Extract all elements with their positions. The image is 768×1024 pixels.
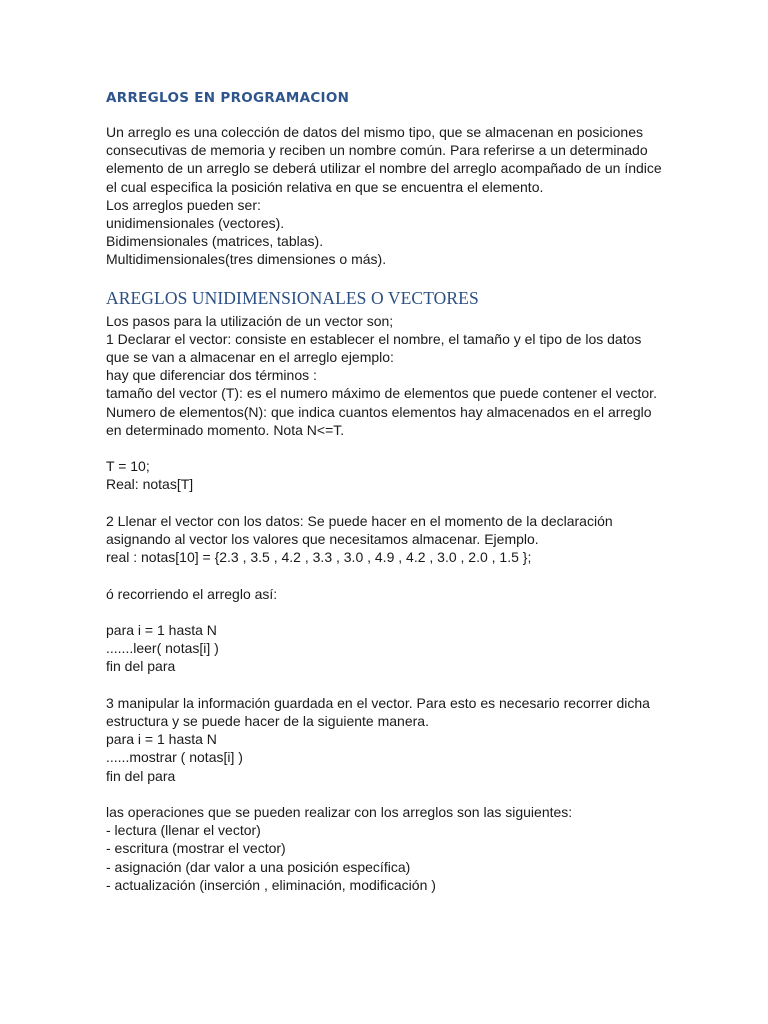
declaration-code (106, 457, 696, 493)
code-line: T = 10; (106, 458, 150, 475)
text-line: Numero de elementos(N): que indica cuantos elementos hay almacenados en el arreglo (106, 403, 652, 420)
text-line: ó recorriendo el arreglo así: (106, 585, 278, 602)
code-line: para i = 1 hasta N (106, 731, 217, 748)
manipulate-paragraph (106, 694, 696, 785)
text-line: 3 manipular la información guardada en el vector. Para esto es necesario recorrer dicha (106, 694, 650, 711)
text-line: Un arreglo es una colección de datos del mismo tipo, que se almacenan en posiciones (106, 124, 643, 140)
list-item: - lectura (llenar el vector) (106, 822, 261, 839)
text-line: unidimensionales (vectores). (106, 215, 285, 232)
text-line: Los arreglos pueden ser: (106, 196, 261, 213)
text-line: estructura y se puede hacer de la siguiente manera. (106, 713, 429, 730)
document-page (106, 88, 696, 894)
traverse-intro (106, 585, 696, 603)
code-line: real : notas[10] = {2.3 , 3.5 , 4.2 , 3.3 , 3.0 , 4.9 , 4.2 , 3.0 , 2.0 , 1.5 }; (106, 549, 532, 566)
text-line: elemento de un arreglo se deberá utilizar el nombre del arreglo acompañado de un índice (106, 160, 662, 177)
text-line: consecutivas de memoria y reciben un nombre común. Para referirse a un determinado (106, 142, 648, 159)
code-line: Real: notas[T] (106, 476, 194, 493)
document-title: ARREGLOS EN PROGRAMACION (106, 90, 350, 106)
spacer (106, 439, 696, 457)
text-line: Bidimensionales (matrices, tablas). (106, 233, 324, 250)
spacer (106, 676, 696, 694)
list-item: - actualización (inserción , eliminación, modificación ) (106, 876, 436, 893)
text-line: las operaciones que se pueden realizar con los arreglos son las siguientes: (106, 804, 573, 821)
steps-paragraph (106, 312, 696, 439)
code-line: ......mostrar ( notas[i] ) (106, 749, 243, 766)
text-line: 1 Declarar el vector: consiste en establecer el nombre, el tamaño y el tipo de los datos (106, 330, 642, 347)
code-line: fin del para (106, 658, 176, 675)
code-line: fin del para (106, 767, 176, 784)
spacer (106, 785, 696, 803)
list-item: - escritura (mostrar el vector) (106, 840, 286, 857)
spacer (106, 566, 696, 584)
list-item: - asignación (dar valor a una posición específica) (106, 858, 411, 875)
intro-paragraph (106, 123, 696, 269)
text-line: que se van a almacenar en el arreglo ejemplo: (106, 349, 394, 366)
fill-paragraph (106, 512, 696, 567)
text-line: 2 Llenar el vector con los datos: Se puede hacer en el momento de la declaración (106, 512, 613, 529)
text-line: asignando al vector los valores que necesitamos almacenar. Ejemplo. (106, 531, 539, 548)
read-loop-code (106, 621, 696, 676)
text-line: Multidimensionales(tres dimensiones o más). (106, 251, 387, 268)
operations-list (106, 803, 696, 894)
code-line: .......leer( notas[i] ) (106, 640, 219, 657)
code-line: para i = 1 hasta N (106, 622, 217, 639)
spacer (106, 603, 696, 621)
spacer (106, 494, 696, 512)
text-line: el cual especifica la posición relativa en que se encuentra el elemento. (106, 178, 544, 195)
section-heading: AREGLOS UNIDIMENSIONALES O VECTORES (106, 287, 479, 308)
text-line: tamaño del vector (T): es el numero máximo de elementos que puede contener el vector. (106, 385, 657, 402)
text-line: en determinado momento. Nota N<=T. (106, 421, 345, 438)
text-line: Los pasos para la utilización de un vector son; (106, 312, 394, 329)
text-line: hay que diferenciar dos términos : (106, 367, 317, 384)
